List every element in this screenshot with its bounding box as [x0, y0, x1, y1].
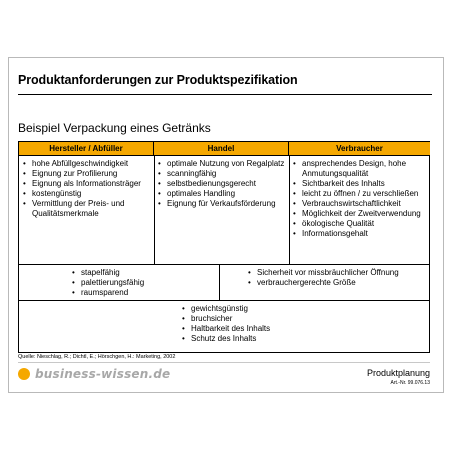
list-item: • scanningfähig — [157, 169, 287, 179]
page-subtitle: Beispiel Verpackung eines Getränks — [18, 121, 211, 135]
divider — [19, 300, 429, 301]
cell-handel — [157, 159, 287, 209]
list-item: • optimales Handling — [157, 189, 287, 199]
list-item: • Vermittlung der Preis- und Qualitätsmerkmale — [22, 199, 152, 219]
footer-divider — [18, 362, 430, 363]
header-verbraucher: Verbraucher — [289, 142, 430, 156]
divider — [289, 156, 290, 264]
page-title: Produktanforderungen zur Produktspezifikation — [18, 73, 298, 87]
logo-text: business-wissen.de — [35, 367, 171, 381]
list-item: • Eignung als Informationsträger — [22, 179, 152, 189]
divider — [19, 264, 429, 265]
list-item: • ökologische Qualität — [292, 219, 428, 229]
list-item: • optimale Nutzung von Regalplatz — [157, 159, 287, 169]
list-item: • gewichtsgünstig — [181, 304, 321, 314]
list-item: • Eignung zur Profilierung — [22, 169, 152, 179]
list-item: • Sicherheit vor missbräuchlicher Öffnung — [247, 268, 429, 278]
brand-logo — [18, 367, 170, 381]
list-item: • leicht zu öffnen / zu verschließen — [292, 189, 428, 199]
list-item: • hohe Abfüllgeschwindigkeit — [22, 159, 152, 169]
list-item: • bruchsicher — [181, 314, 321, 324]
list-item: • Haltbarkeit des Inhalts — [181, 324, 321, 334]
cell-verbraucher — [292, 159, 428, 239]
logo-dot-icon — [18, 368, 30, 380]
header-handel: Handel — [154, 142, 289, 156]
list-item: • Schutz des Inhalts — [181, 334, 321, 344]
list-item: • Eignung für Verkaufsförderung — [157, 199, 287, 209]
list-item: • verbrauchergerechte Größe — [247, 278, 429, 288]
list-item: • Informationsgehalt — [292, 229, 428, 239]
list-item: • palettierungsfähig — [71, 278, 216, 288]
title-divider — [18, 94, 432, 95]
cell-alle — [181, 304, 321, 344]
divider — [219, 264, 220, 300]
cell-hersteller — [22, 159, 152, 219]
divider — [154, 156, 155, 264]
list-item: • stapelfähig — [71, 268, 216, 278]
header-hersteller: Hersteller / Abfüller — [19, 142, 154, 156]
article-number: Art.-Nr. 99.076.13 — [390, 380, 430, 386]
requirements-table — [18, 141, 430, 353]
list-item: • ansprechendes Design, hohe Anmutungsqualität — [292, 159, 428, 179]
list-item: • kostengünstig — [22, 189, 152, 199]
footer-page-title: Produktplanung — [366, 368, 430, 378]
cell-handel-verbraucher — [247, 268, 429, 288]
list-item: • Möglichkeit der Zweitverwendung — [292, 209, 428, 219]
list-item: • Sichtbarkeit des Inhalts — [292, 179, 428, 189]
list-item: • Verbrauchswirtschaftlichkeit — [292, 199, 428, 209]
source-note: Quelle: Nieschlag, R.; Dichtl, E.; Hörschgen, H.: Marketing, 2002 — [18, 354, 176, 360]
list-item: • selbstbedienungsgerecht — [157, 179, 287, 189]
list-item: • raumsparend — [71, 288, 216, 298]
cell-hersteller-handel — [71, 268, 216, 298]
